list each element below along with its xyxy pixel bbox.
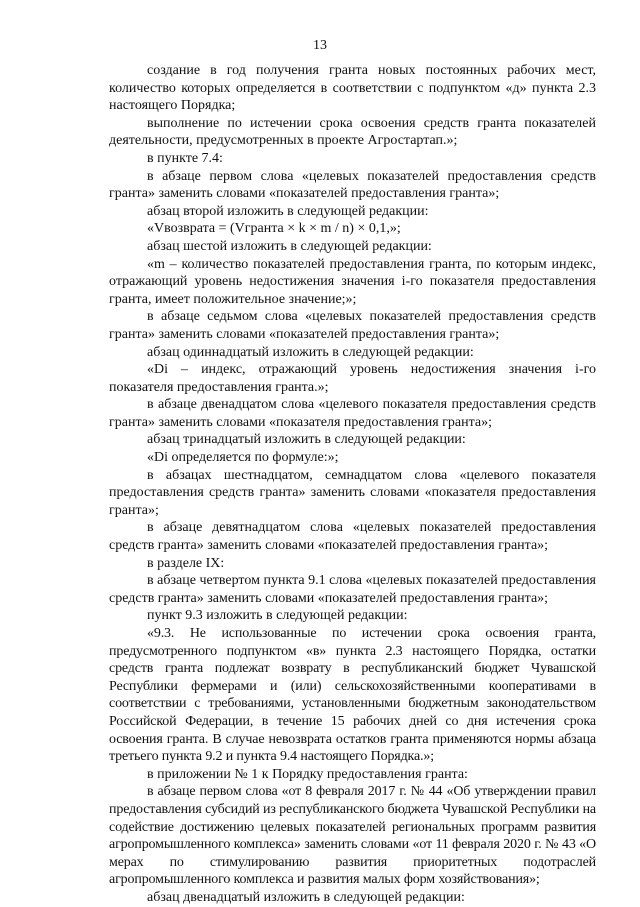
- paragraph: в абзацах шестнадцатом, семнадцатом слова «целевого показателя предоставления средств гранта» заменить словами «показателя предоставления гранта»;: [109, 467, 596, 518]
- paragraph: «Di – индекс, отражающий уровень недостижения значения i-го показателя предоставления гранта.»;: [109, 362, 596, 395]
- paragraph: в разделе IX:: [147, 555, 225, 571]
- paragraph: в абзаце двенадцатом слова «целевого показателя предоставления средств гранта» заменить словами «показателя предоставления гранта»;: [109, 397, 596, 430]
- paragraph: «m – количество показателей предоставления гранта, по которым индекс, отражающий уровень недостижения значения i-го показателя предоставления гранта, имеет положительное значение;»;: [109, 256, 596, 307]
- paragraph: абзац тринадцатый изложить в следующей редакции:: [147, 432, 466, 448]
- formula-paragraph: «Vвозврата = (Vгранта × k × m / n) × 0,1,»;: [147, 221, 401, 237]
- paragraph: создание в год получения гранта новых постоянных рабочих мест, количество которых определяется в соответствии с подпунктом «д» пункта 2.3 настоящего Порядка;: [109, 63, 596, 114]
- paragraph: абзац второй изложить в следующей редакции:: [147, 203, 429, 219]
- paragraph: в пункте 7.4:: [147, 150, 223, 166]
- page-number: 13: [313, 38, 327, 53]
- paragraph: в приложении № 1 к Порядку предоставления гранта:: [147, 766, 468, 782]
- paragraph: в абзаце первом слова «целевых показателей предоставления средств гранта» заменить словами «показателей предоставления гранта»;: [109, 168, 596, 202]
- paragraph: пункт 9.3 изложить в следующей редакции:: [147, 608, 408, 624]
- paragraph: «Di определяется по формуле:»;: [147, 450, 339, 466]
- paragraph: в абзаце седьмом слова «целевых показателей предоставления средств гранта» заменить словами «показателей предоставления гранта»;: [109, 309, 596, 342]
- paragraph: абзац одиннадцатый изложить в следующей редакции:: [147, 344, 474, 360]
- paragraph: в абзаце девятнадцатом слова «целевых показателей предоставления средств гранта» заменить словами «показателей предоставления гранта»;: [109, 520, 596, 554]
- paragraph: выполнение по истечении срока освоения средств гранта показателей деятельности, предусмотренных в проекте Агростартап.»;: [109, 115, 596, 149]
- document-body: [109, 62, 596, 907]
- paragraph: абзац шестой изложить в следующей редакции:: [147, 238, 432, 254]
- paragraph: в абзаце первом слова «от 8 февраля 2017 г. № 44 «Об утверждении правил предоставления субсидий из республиканского бюджета Чувашской Республики на содействие достижению целевых показателей региональных программ развития агропромышленного комплекса» заменить словами «от 11 февраля 2020 г. № 43 «О мерах по стимулированию развития приоритетных подотраслей агропромышленного комплекса и развития малых форм хозяйствования»;: [109, 784, 596, 888]
- paragraph: в абзаце четвертом пункта 9.1 слова «целевых показателей предоставления средств гранта» заменить словами «показателей предоставления гранта»;: [109, 573, 596, 606]
- paragraph: абзац двенадцатый изложить в следующей редакции:: [147, 889, 465, 905]
- paragraph: «9.3. Не использованные по истечении срока освоения гранта, предусмотренного подпунктом «в» пункта 2.3 настоящего Порядка, остатки средств гранта подлежат возврату в республиканский бюджет Чувашской Республики фермерами и (или) сельскохозяйственными кооперативами в соответствии с требованиями, установленными бюджетным законодательством Российской Федерации, в течение 15 рабочих дней со дня истечения срока освоения гранта. В случае невозврата остатков гранта применяются нормы абзаца третьего пункта 9.2 и пункта 9.4 настоящего Порядка.»;: [109, 626, 596, 765]
